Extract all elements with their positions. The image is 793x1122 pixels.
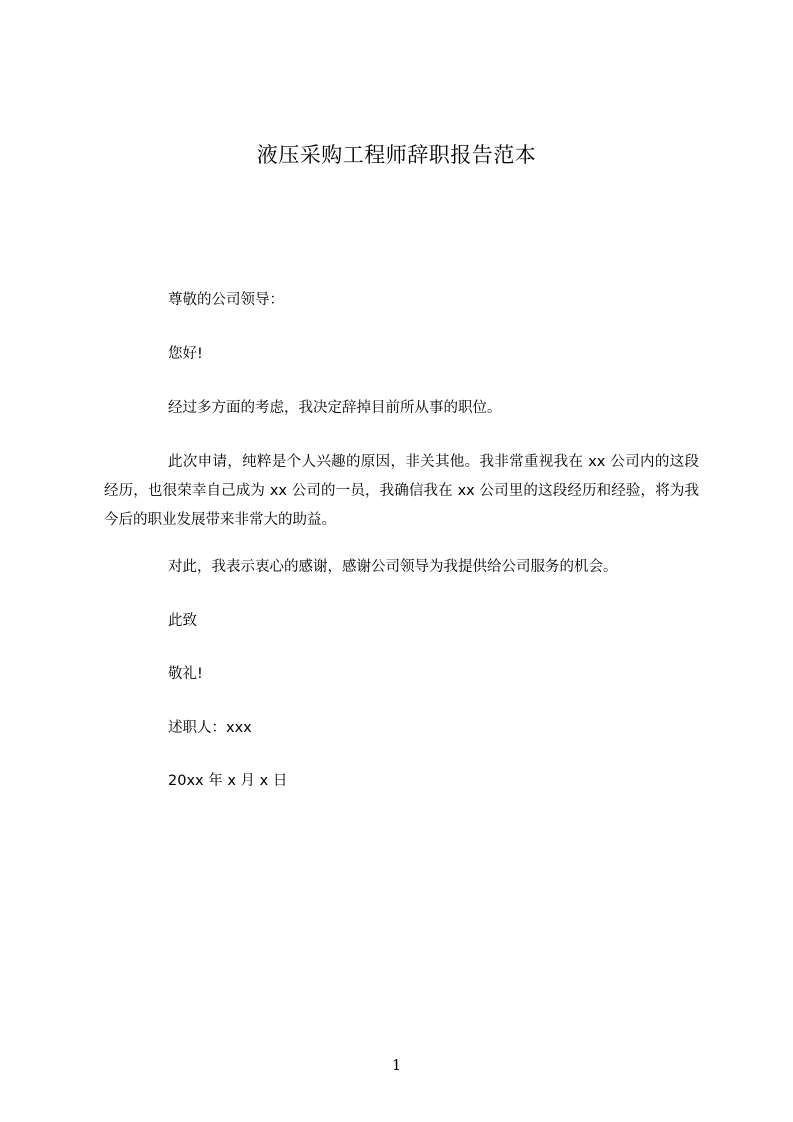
paragraph-thanks: 对此，我表示衷心的感谢，感谢公司领导为我提供给公司服务的机会。 [168,559,618,575]
date: 20xx 年 x 月 x 日 [168,773,288,789]
closing-line-2: 敬礼! [168,666,203,682]
closing-line-1: 此致 [168,613,197,629]
signature: 述职人：xxx [168,720,252,736]
paragraph-decision: 经过多方面的考虑，我决定辞掉目前所从事的职位。 [168,400,502,416]
page-number: 1 [391,1056,402,1074]
document-title: 液压采购工程师辞职报告范本 [256,143,537,167]
paragraph-reason: 此次申请，纯粹是个人兴趣的原因，非关其他。我非常重视我在 xx 公司内的这段经历，也很荣幸自己成为 xx 公司的一员，我确信我在 xx 公司里的这段经历和经验，将为我今后的职业发展带来非常大的助益。 [104,454,699,528]
salutation: 尊敬的公司领导： [168,292,284,308]
greeting: 您好! [168,346,203,362]
